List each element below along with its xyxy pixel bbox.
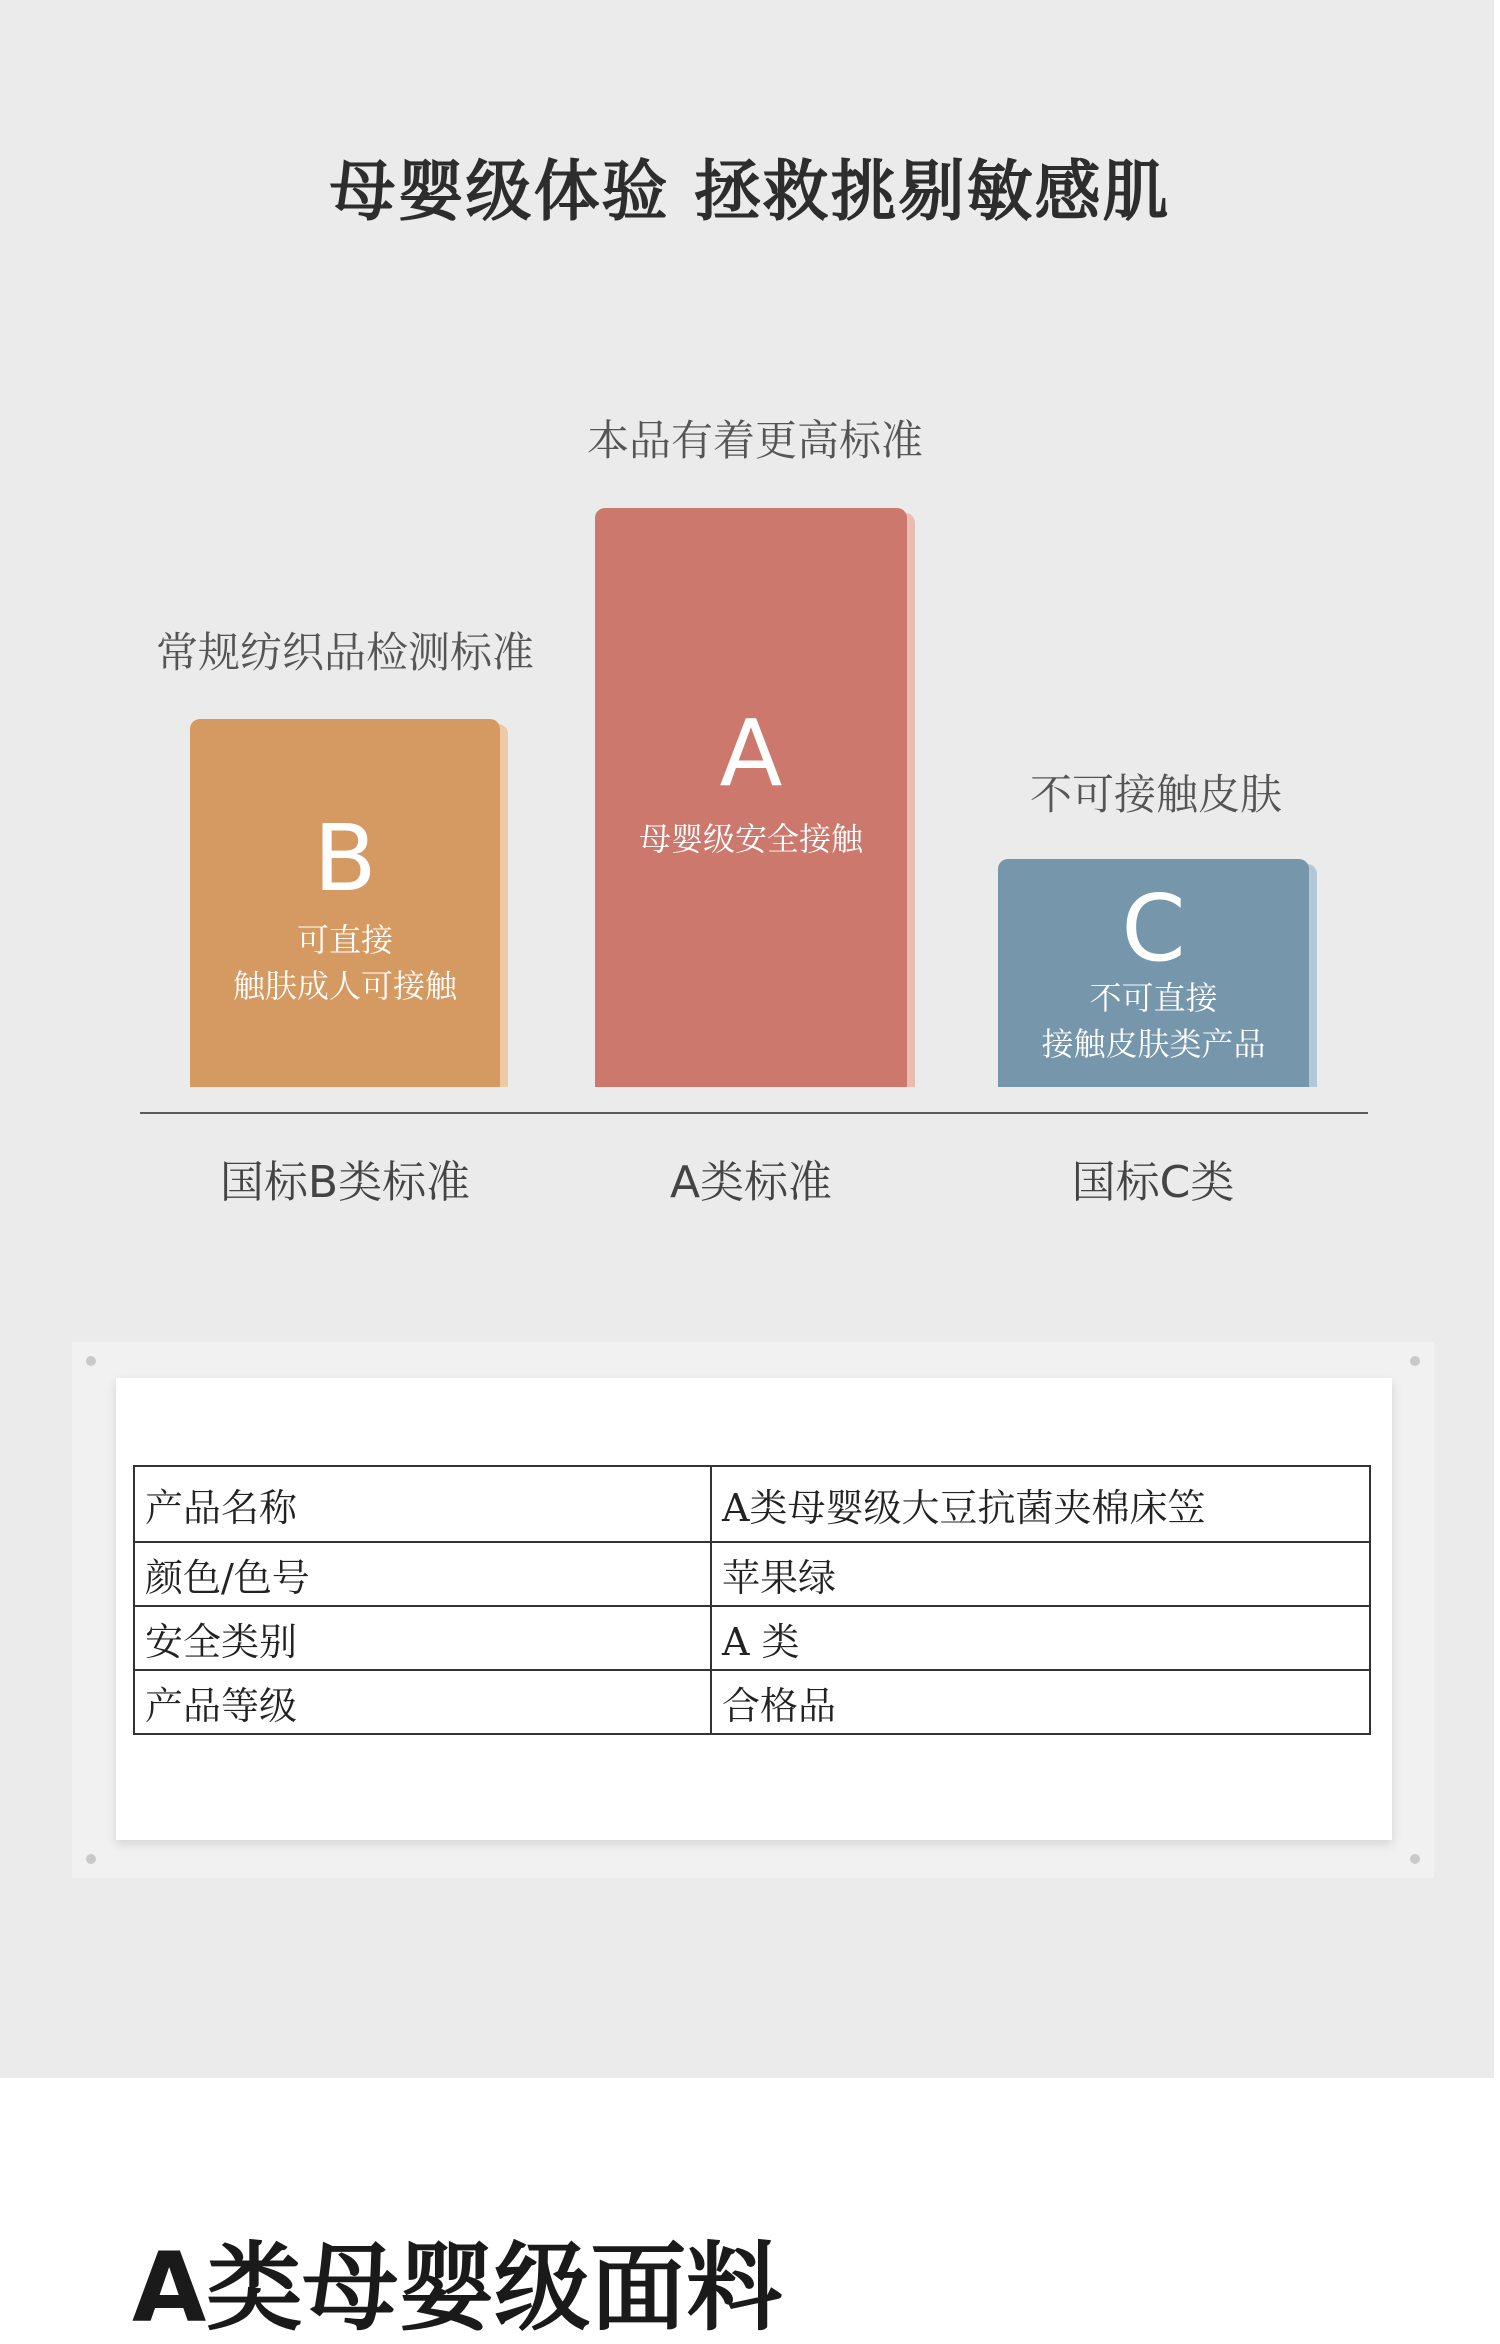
chart-baseline	[140, 1112, 1368, 1114]
bar-b-letter: B	[313, 805, 377, 912]
spec-value: 合格品	[711, 1670, 1370, 1734]
caption-c: 不可接触皮肤	[1029, 770, 1282, 819]
bar-b	[190, 719, 500, 1087]
table-row	[134, 1670, 1370, 1734]
bottom-section-title: A类母婴级面料	[132, 2232, 783, 2344]
bar-a-letter: A	[719, 700, 783, 807]
caption-a: 本品有着更高标准	[586, 416, 923, 465]
headline: 母婴级体验 拯救挑剔敏感肌	[329, 153, 1171, 230]
bar-c-letter: C	[1121, 875, 1186, 982]
bar-c	[998, 859, 1309, 1087]
caption-b: 常规纺织品检测标准	[155, 628, 534, 677]
pin-top-right	[1410, 1356, 1420, 1366]
pin-bottom-right	[1410, 1854, 1420, 1864]
bar-b-desc: 可直接 触肤成人可接触	[232, 921, 457, 1005]
spec-value: A 类	[711, 1606, 1370, 1670]
pin-top-left	[86, 1356, 96, 1366]
spec-value: 苹果绿	[711, 1542, 1370, 1606]
table-row	[134, 1466, 1370, 1542]
bar-a-desc: 母婴级安全接触	[638, 820, 863, 858]
spec-table	[133, 1465, 1371, 1735]
axis-label-a: A类标准	[669, 1157, 833, 1208]
spec-key: 产品名称	[134, 1466, 711, 1542]
bar-c-desc: 不可直接 接触皮肤类产品	[1041, 979, 1266, 1063]
spec-key: 产品等级	[134, 1670, 711, 1734]
bar-a	[595, 508, 907, 1087]
spec-key: 安全类别	[134, 1606, 711, 1670]
axis-label-c: 国标C类	[1071, 1157, 1235, 1208]
spec-value: A类母婴级大豆抗菌夹棉床笠	[711, 1466, 1370, 1542]
table-row	[134, 1606, 1370, 1670]
pin-bottom-left	[86, 1854, 96, 1864]
spec-key: 颜色/色号	[134, 1542, 711, 1606]
page-edge	[1494, 0, 1500, 2078]
axis-label-b: 国标B类标准	[219, 1157, 471, 1208]
table-row	[134, 1542, 1370, 1606]
